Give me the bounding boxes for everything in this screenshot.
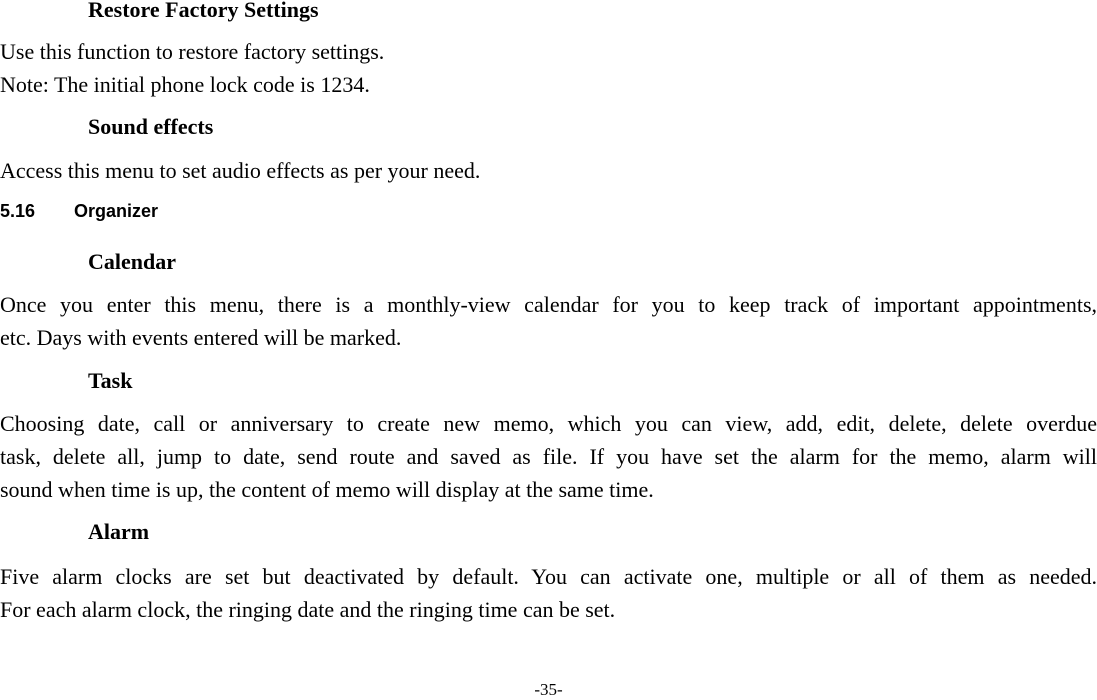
task-body-line-1: Choosing date, call or anniversary to create new memo, which you can view, add, edit, delete, delete overdue [0,411,1097,436]
task-heading: Task [88,368,133,393]
section-number: 5.16 [0,201,36,221]
alarm-body-line-1: Five alarm clocks are set but deactivated by default. You can activate one, multiple or all of them as needed. [0,564,1097,589]
section-title: Organizer [74,201,159,221]
sound-effects-body [0,154,1097,187]
alarm-heading: Alarm [88,519,150,544]
restore-body-line-1: Use this function to restore factory settings. [0,39,385,64]
page-number: -35- [534,680,563,699]
task-body [0,407,1097,506]
task-body-line-2: task, delete all, jump to date, send route and saved as file. If you have set the alarm for the memo, alarm will [0,444,1097,469]
task-body-line-3: sound when time is up, the content of memo will display at the same time. [0,477,654,502]
sound-effects-heading: Sound effects [88,114,214,139]
restore-factory-settings-heading: Restore Factory Settings [88,0,319,22]
calendar-body-line-2: etc. Days with events entered will be marked. [0,325,402,350]
alarm-body [0,560,1097,626]
sound-body-line-1: Access this menu to set audio effects as per your need. [0,158,481,183]
calendar-heading: Calendar [88,249,176,274]
section-heading-organizer [0,199,158,223]
alarm-body-line-2: For each alarm clock, the ringing date and the ringing time can be set. [0,597,616,622]
restore-factory-settings-body [0,35,1097,101]
calendar-body-line-1: Once you enter this menu, there is a monthly-view calendar for you to keep track of important appointments, [0,292,1097,317]
calendar-body [0,288,1097,354]
restore-body-line-2: Note: The initial phone lock code is 1234. [0,72,370,97]
